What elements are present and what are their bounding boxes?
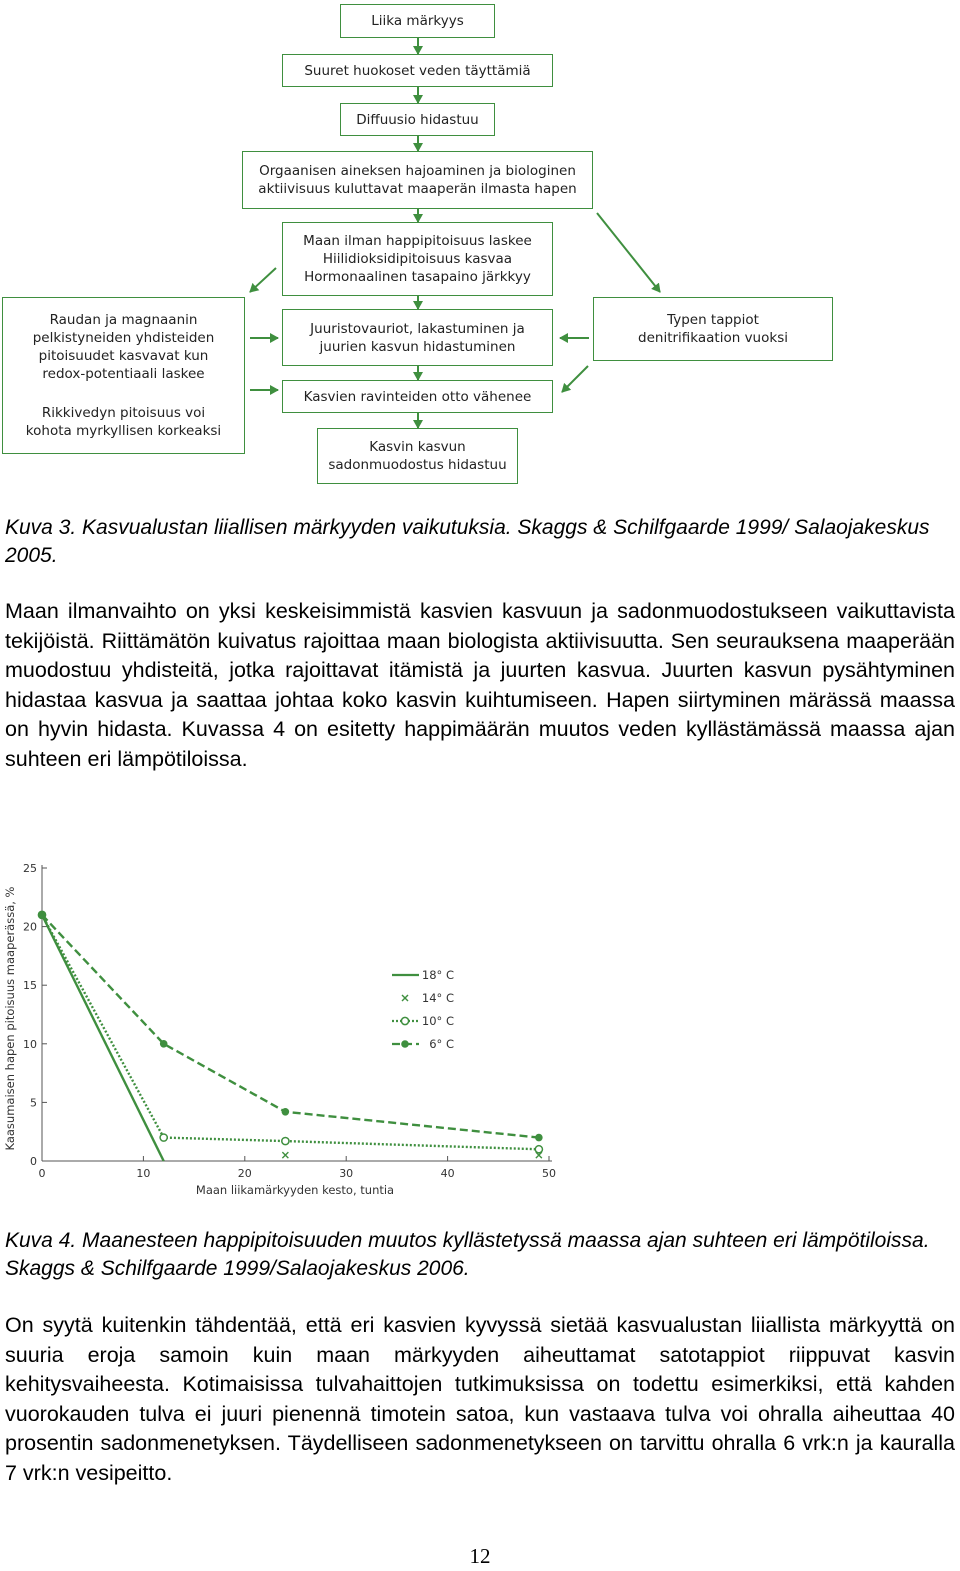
arrow-right-to-nutrients <box>562 366 588 392</box>
box-nutrient-uptake: Kasvien ravinteiden otto vähenee <box>282 380 553 413</box>
y-tick-label: 20 <box>23 920 37 934</box>
arrow-to-left <box>250 268 276 292</box>
figure-3-caption: Kuva 3. Kasvualustan liiallisen märkyyden vaikutuksia. Skaggs & Schilfgaarde 1999/ Salaojakeskus 2005. <box>5 516 930 567</box>
box-nitrogen-losses: Typen tappiot denitrifikaation vuoksi <box>593 297 833 361</box>
box-pores-filled: Suuret huokoset veden täyttämiä <box>282 54 553 87</box>
data-point-3 <box>38 911 46 919</box>
series-line-3 <box>42 915 539 1138</box>
series-line-0 <box>42 915 164 1161</box>
flow-diagram <box>0 0 835 488</box>
data-point-3 <box>160 1040 168 1048</box>
y-tick-label: 0 <box>30 1155 37 1168</box>
box-growth-slows: Kasvin kasvun sadonmuodostus hidastuu <box>317 428 518 484</box>
x-tick-label: 50 <box>542 1167 556 1180</box>
x-tick-label: 20 <box>237 1167 252 1180</box>
oxygen-chart-svg <box>0 855 570 1205</box>
oxygen-chart <box>0 855 570 1205</box>
x-tick-label: 0 <box>38 1167 46 1180</box>
x-tick-label: 30 <box>339 1167 354 1180</box>
x-tick-label: 40 <box>440 1167 455 1180</box>
x-axis-label: Maan liikamärkyyden kesto, tuntia <box>195 1183 395 1197</box>
paragraph-2: On syytä kuitenkin tähdentää, että eri kasvien kyvyssä sietää kasvualustan liiallista märkyyttä on suuria eroja samoin kuin maan märkyyden aiheuttamat satotappiot riippuvat kasvin kehitysvaiheesta. Kotimaisissa tulvahaittojen tutkimuksissa on todettu esimerkiksi, että kahden vuorokauden tulva ei juuri pienennä timotein satoa, kun vastaava tulva voi ohralla aiheuttaa 40 prosentin sadonmenetyksen. Täydelliseen sadonmenetykseen on tarvittu ohralla 6 vrk:n ja kauralla 7 vrk:n vesipeitto. <box>5 1313 955 1485</box>
box-soil-oxygen-drops: Maan ilman happipitoisuus laskee Hiilidioksidipitoisuus kasvaa Hormonaalinen tasapaino järkkyy <box>282 222 553 296</box>
data-point-3 <box>535 1134 543 1142</box>
legend-label: 10° C <box>421 1014 454 1028</box>
data-point-2 <box>535 1146 542 1153</box>
y-tick-label: 5 <box>30 1096 37 1110</box>
y-tick-label: 10 <box>23 1037 37 1051</box>
page-number: 12 <box>469 1544 491 1568</box>
box-organic-decomposition: Orgaanisen aineksen hajoaminen ja biologinen aktiivisuus kuluttavat maaperän ilmasta hapen <box>242 151 593 209</box>
box-excess-wetness: Liika märkyys <box>340 4 495 38</box>
box-root-damage: Juuristovauriot, lakastuminen ja juurien kasvun hidastuminen <box>282 309 553 366</box>
data-point-3 <box>282 1108 290 1116</box>
legend-marker <box>401 1040 409 1048</box>
arrow-to-right <box>597 213 660 292</box>
y-tick-label: 15 <box>23 979 37 993</box>
data-point-2 <box>160 1134 167 1141</box>
box-diffusion-slows: Diffuusio hidastuu <box>340 103 495 136</box>
legend-label: 14° C <box>421 991 454 1005</box>
redox-text: Raudan ja magnaanin pelkistyneiden yhdisteiden pitoisuudet kasvavat kun redox-potentiaali laskee <box>32 311 215 382</box>
legend-label: 18° C <box>421 968 454 982</box>
paragraph-1: Maan ilmanvaihto on yksi keskeisimmistä kasvien kasvuun ja sadonmuodostukseen vaikuttavista tekijöistä. Riittämätön kuivatus rajoittaa maan biologista aktiivisuutta. Sen seurauksena maaperään muodostuu yhdisteitä, jotka rajoittavat itämistä ja juurten kasvua. Juurten kasvun pysähtyminen hidastaa kasvua ja saattaa johtaa koko kasvin kuihtumiseen. Hapen siirtyminen märässä maassa on hyvin hidasta. Kuvassa 4 on esitetty happimäärän muutos veden kyllästämässä maassa ajan suhteen eri lämpötiloissa. <box>5 599 955 771</box>
y-axis-label: Kaasumaisen hapen pitoisuus maaperässä, % <box>3 886 17 1151</box>
legend-marker <box>401 1017 408 1024</box>
series-line-2 <box>42 915 539 1149</box>
legend-label: 6° C <box>429 1037 454 1051</box>
y-tick-label: 25 <box>23 862 37 875</box>
box-redox-effects <box>2 297 245 454</box>
x-tick-label: 10 <box>136 1167 151 1180</box>
data-point-2 <box>282 1137 289 1144</box>
hydrogen-sulfide-text: Rikkivedyn pitoisuus voi kohota myrkyllisen korkeaksi <box>25 405 222 440</box>
figure-4-caption: Kuva 4. Maanesteen happipitoisuuden muutos kyllästetyssä maassa ajan suhteen eri lämpötiloissa. Skaggs & Schilfgaarde 1999/Salaojakeskus 2006. <box>5 1229 930 1280</box>
